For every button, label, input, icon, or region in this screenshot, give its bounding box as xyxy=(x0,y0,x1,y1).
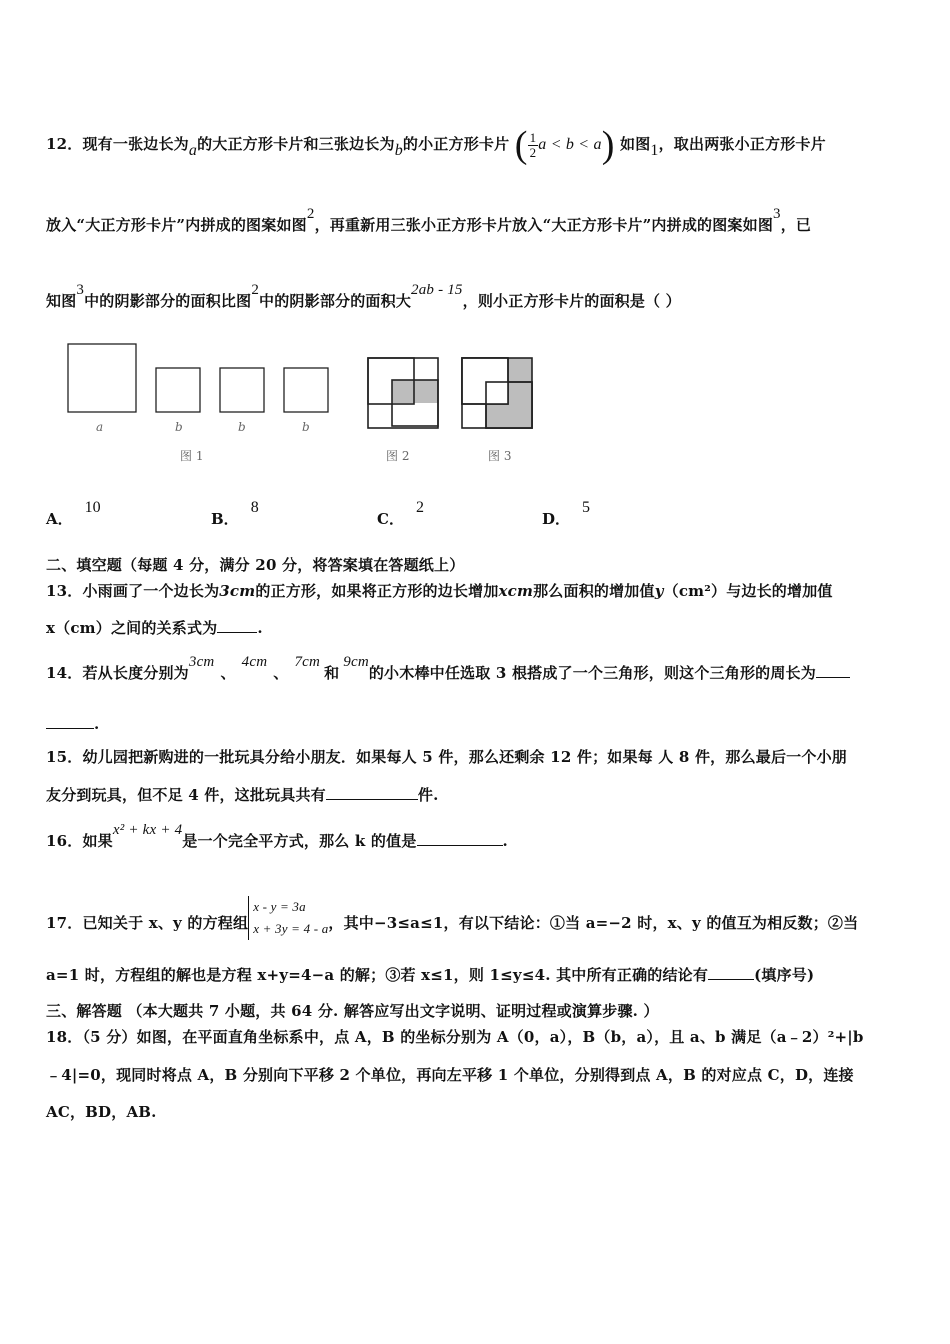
small-square-b-1 xyxy=(156,368,200,412)
q12-cond-denominator: 2 xyxy=(529,144,537,160)
label-a: a xyxy=(96,420,104,434)
q12-var-b: b xyxy=(394,142,403,159)
q13-side: 3cm xyxy=(219,582,256,600)
q14-len-3: 7cm xyxy=(294,654,321,670)
q13-unit: （cm²） xyxy=(663,582,727,600)
q12-cond-fraction xyxy=(528,131,539,160)
q14-sep-1: 、 xyxy=(220,664,236,682)
q14-text-b: 的小木棒中任选取 3 根搭成了一个三角形，则这个三角形的周长为 xyxy=(368,664,816,682)
q17-answer-blank[interactable] xyxy=(708,965,754,980)
option-c-letter: C． xyxy=(377,510,404,528)
q13-line-1 xyxy=(46,580,910,601)
q13-text-b: 的正方形，如果将正方形的边长增加 xyxy=(255,582,499,600)
option-c-value: 2 xyxy=(415,499,424,516)
q17-equation-1: x - y = 3a xyxy=(253,899,306,914)
q12-line3-text-d: ，则小正方形卡片的面积是（ ） xyxy=(462,292,681,310)
q13-y: y xyxy=(654,582,664,600)
q12-var-a: a xyxy=(188,142,198,159)
section-2-heading: 二、填空题（每题 4 分，满分 20 分，将答案填在答题纸上） xyxy=(46,556,465,574)
q14-answer-blank-2[interactable] xyxy=(46,714,94,729)
option-b-value: 8 xyxy=(250,499,259,516)
q12-cond-close-paren: ) xyxy=(601,124,615,166)
q12-line2-text-b: ，再重新用三张小正方形卡片放入“大正方形卡片”内拼成的图案如图 xyxy=(314,216,774,234)
q12-text-5: ，取出两张小正方形卡片 xyxy=(658,135,826,153)
q12-line2-text-c: ，已 xyxy=(780,216,812,234)
q16-expression: x² + kx + 4 xyxy=(112,822,183,838)
q17-equation-2: x + 3y = 4 - a xyxy=(253,921,329,936)
figure-3 xyxy=(462,358,532,428)
q17-line-2 xyxy=(46,964,910,985)
q13-text-d: 与边长的增加值 xyxy=(726,582,833,600)
q14-line-1 xyxy=(46,654,910,683)
option-a[interactable] xyxy=(46,499,101,529)
q18-line-3: AC，BD，AB. xyxy=(46,1103,157,1121)
q16-text-b: 是一个完全平方式，那么 k 的值是 xyxy=(182,832,417,850)
label-b-1: b xyxy=(175,420,183,434)
q12-fig3-ref: 3 xyxy=(773,206,781,222)
section-3-heading: 三、解答题 （本大题共 7 小题，共 64 分. 解答应写出文字说明、证明过程或演算步骤. ） xyxy=(46,1002,659,1020)
q16-text-a: 16．如果 xyxy=(46,832,113,850)
q12-cond-open-paren: ( xyxy=(514,124,528,166)
option-a-value: 10 xyxy=(84,499,101,516)
q12-cond-numerator: 1 xyxy=(529,129,537,145)
option-c[interactable] xyxy=(377,499,424,529)
q12-text-2: 的大正方形卡片和三张边长为 xyxy=(197,135,395,153)
option-b-letter: B． xyxy=(211,510,239,528)
q17-text-c: a=1 时，方程组的解也是方程 x+y=4−a 的解；③若 x≤1，则 1≤y≤4. 其中所有正确的结论有 xyxy=(46,966,709,984)
q14-sep-2: 、 xyxy=(273,664,289,682)
q13-text-a: 13．小雨画了一个边长为 xyxy=(46,582,220,600)
q15-line-1: 15．幼儿园把新购进的一批玩具分给小朋友．如果每人 5 件，那么还剩余 12 件；如果每 人 8 件，那么最后一个小朋 xyxy=(46,748,847,766)
q12-line2-text-a: 放入“大正方形卡片”内拼成的图案如图 xyxy=(46,216,307,234)
q14-answer-blank-1[interactable] xyxy=(816,663,850,678)
option-d-value: 5 xyxy=(582,499,591,516)
q17-text-d: (填序号) xyxy=(754,966,815,984)
big-square-a xyxy=(68,344,136,412)
q16-answer-blank[interactable] xyxy=(417,831,503,846)
q13-text-c: 那么面积的增加值 xyxy=(533,582,655,600)
q12-line-2 xyxy=(46,206,910,235)
q14-text-a: 14．若从长度分别为 xyxy=(46,664,189,682)
small-square-b-3 xyxy=(284,368,328,412)
q14-line-2 xyxy=(46,714,910,733)
q12-cond-inequality: a < b < a xyxy=(538,136,602,153)
q17-text-a: 17．已知关于 x、y 的方程组 xyxy=(46,914,249,932)
label-b-2: b xyxy=(238,420,246,434)
q14-len-2: 4cm xyxy=(241,654,268,670)
q12-line-1 xyxy=(46,126,910,164)
q18-line-1: 18．（5 分）如图，在平面直角坐标系中，点 A，B 的坐标分别为 A（0，a），B（b，a），且 a、b 满足（a﹣2）²+|b xyxy=(46,1028,864,1046)
q14-and: 和 xyxy=(324,664,340,682)
q13-answer-blank[interactable] xyxy=(217,618,257,633)
figure-2 xyxy=(368,358,438,428)
q13-line-2 xyxy=(46,617,910,638)
q12-line3-text-c: 中的阴影部分的面积大 xyxy=(259,292,412,310)
q17-line-1 xyxy=(46,899,910,946)
q13-text-e: x（cm）之间的关系式为 xyxy=(46,619,218,637)
q12-line3-text-b: 中的阴影部分的面积比图 xyxy=(84,292,252,310)
q12-line3-text-a: 知图 xyxy=(46,292,77,310)
small-square-b-2 xyxy=(220,368,264,412)
q17-equation-system xyxy=(248,896,328,940)
q16-end: . xyxy=(502,832,508,850)
option-d-letter: D． xyxy=(542,510,571,528)
q12-text-3: 的小正方形卡片 xyxy=(402,135,510,153)
q16-line xyxy=(46,822,910,851)
option-b[interactable] xyxy=(211,499,259,529)
q14-len-1: 3cm xyxy=(188,654,215,670)
q14-len-4: 9cm xyxy=(343,654,369,670)
q12-figure xyxy=(60,336,550,471)
label-b-3: b xyxy=(302,420,310,434)
q15-text-a: 友分到玩具，但不足 4 件，这批玩具共有 xyxy=(46,786,326,804)
q15-text-b: 件. xyxy=(417,786,439,804)
caption-fig2: 图 2 xyxy=(386,449,410,463)
q12-line3-fig3-ref: 3 xyxy=(76,282,85,298)
q12-line-3 xyxy=(46,282,910,311)
q15-line-2 xyxy=(46,784,910,805)
q18-line-2: ﹣4|=0，现同时将点 A，B 分别向下平移 2 个单位，再向左平移 1 个单位，分别得到点 A，B 的对应点 C，D，连接 xyxy=(46,1066,854,1084)
q15-answer-blank[interactable] xyxy=(326,785,418,800)
q14-end: . xyxy=(94,715,100,733)
q12-fig2-ref: 2 xyxy=(306,206,315,222)
q12-text-4: 如图 xyxy=(620,135,651,153)
option-a-letter: A． xyxy=(46,510,73,528)
option-d[interactable] xyxy=(542,499,591,529)
caption-fig3: 图 3 xyxy=(488,449,512,463)
q13-x: xcm xyxy=(498,582,534,600)
q12-fig1-ref: 1 xyxy=(650,142,659,159)
q17-text-b: ，其中−3≤a≤1，有以下结论：①当 a=−2 时，x、y 的值互为相反数；②当 xyxy=(328,914,859,932)
q13-end: . xyxy=(257,619,263,637)
q12-expression: 2ab - 15 xyxy=(411,282,463,298)
q12-text-1: 12．现有一张边长为 xyxy=(46,135,189,153)
caption-fig1: 图 1 xyxy=(180,449,204,463)
q12-line3-fig2-ref: 2 xyxy=(251,282,260,298)
